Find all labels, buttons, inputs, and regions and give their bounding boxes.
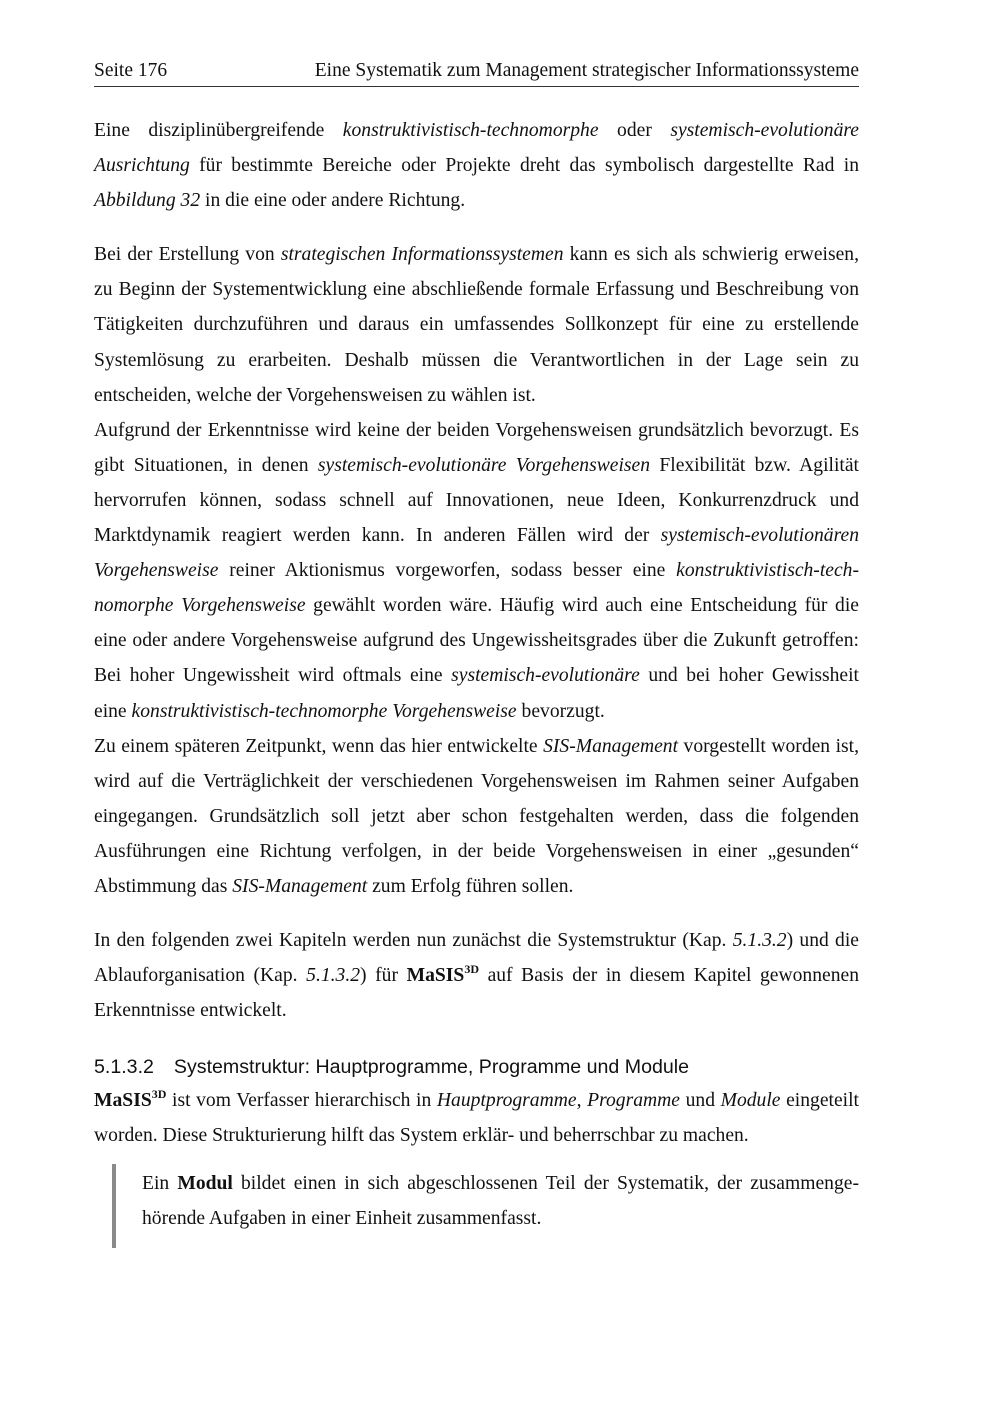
text-run: und (680, 1090, 721, 1112)
text-run: gewählt worden wäre. Häufig wird auch eine Entscheidung für die eine oder andere Vorgehensweise aufgrund des Ungewissheitsgrades über die Zukunft getroffen: Bei hoher Ungewissheit wird oftmals eine (94, 595, 859, 687)
emphasis: konstruktivistisch-technomorphe (342, 120, 599, 141)
paragraph-6 (94, 1083, 859, 1153)
chapter-reference: 5.1.3.2 (732, 930, 787, 952)
text-run: Flexibilität bzw. Agilität hervorrufen können, sodass schnell auf Innovationen, neue Ideen, Konkurrenzdruck und Marktdynamik reagiert werden kann. In anderen Fällen wird der (94, 454, 859, 547)
section-heading (94, 1051, 859, 1083)
emphasis: systemisch-evolutionäre Vorgehensweisen (317, 454, 651, 476)
chapter-reference: 5.1.3.2 (306, 965, 361, 987)
definition-text (142, 1166, 859, 1236)
text-run: bevorzugt. (516, 700, 605, 722)
text-run: vorgestellt worden ist, wird auf die Verträglichkeit der verschiedenen Vorgehensweisen im Rahmen seiner Aufgaben eingegangen. Grundsätzlich soll jetzt aber schon festgehalten werden, dass die folgenden Ausführungen eine Richtung verfolgen, in der beide Vorgehensweisen in einer „gesunden“ Abstimmung das (94, 735, 859, 897)
text-run: eingeteilt worden. Diese Strukturierung hilft das System erklär- und beherrschbar zu machen. (94, 1090, 859, 1147)
masis-term: MaSIS (94, 1090, 152, 1112)
text-run: , (576, 1090, 588, 1112)
text-run: bildet einen in sich abgeschlossenen Teil der Systematik, der zusammengehörende Aufgaben in einer Einheit zusammenfasst. (142, 1172, 860, 1229)
emphasis: SIS-Management (543, 735, 679, 757)
text-run: oder (598, 120, 671, 141)
section-number: 5.1.3.2 (94, 1056, 154, 1079)
page-header (94, 56, 859, 87)
text-run: Eine disziplinübergreifende (94, 120, 343, 141)
text-run: Ein (142, 1172, 178, 1194)
text-run: ) und die Ablauforganisation (Kap. (94, 930, 859, 987)
page-number: Seite 176 (94, 60, 168, 81)
emphasis: systemisch-evolutionäre (451, 665, 640, 687)
text-run: Bei der Erstellung von (94, 244, 281, 266)
text-run: ist vom Verfasser hierarchisch in (166, 1090, 437, 1112)
text-run: für bestimmte Bereiche oder Projekte dreht das symbolisch dargestellte Rad in (189, 155, 859, 177)
running-title: Eine Systematik zum Management strategischer Informationssysteme (314, 60, 859, 81)
emphasis: systemisch-evolutionäre Ausrichtung (94, 120, 859, 177)
text-run: kann es sich als schwierig erweisen, zu Beginn der Systementwicklung eine abschließende formale Erfassung und Beschreibung von Tätigkeiten durchzuführen und daraus ein umfassendes Sollkonzept für eine zu erstellende Systemlösung zu erarbeiten. Deshalb müssen die Verantwortlichen in der Lage sein zu entscheiden, welche der Vorgehensweisen zu wählen ist. (94, 244, 859, 406)
text-run: reiner Aktionismus vorgeworfen, sodass besser eine (218, 560, 677, 582)
definition-box (112, 1164, 859, 1248)
emphasis: Hauptprogramme (436, 1090, 577, 1112)
body-text (94, 113, 859, 1248)
emphasis: strategischen Informationssystemen (280, 244, 564, 266)
paragraph-5 (94, 923, 859, 1028)
text-run: ) für (360, 965, 407, 987)
emphasis: konstruktivistisch-technomorphe Vorgehensweise (94, 560, 859, 617)
text-run: in die eine oder andere Richtung. (200, 190, 466, 212)
masis-superscript: 3D (151, 1087, 167, 1102)
emphasis: SIS-Management (232, 875, 368, 897)
defined-term: Modul (177, 1172, 233, 1194)
text-run: auf Basis der in diesem Kapitel gewonnenen Erkenntnisse entwickelt. (94, 965, 860, 1022)
text-run: zum Erfolg führen sollen. (367, 875, 574, 897)
text-run: Aufgrund der Erkenntnisse wird keine der beiden Vorgehensweisen grundsätzlich bevorzugt. Es gibt Situationen, in denen (94, 419, 859, 476)
emphasis: Programme (587, 1090, 681, 1112)
section-title: Systemstruktur: Hauptprogramme, Programme und Module (173, 1056, 690, 1079)
emphasis: konstruktivistisch-technomorphe Vorgehensweise (131, 700, 517, 722)
paragraph-1 (94, 113, 859, 218)
paragraph-3 (94, 413, 859, 729)
paragraph-2 (94, 237, 859, 412)
figure-reference: Abbildung 32 (94, 190, 201, 212)
emphasis: systemisch-evolutionären Vorgehensweise (94, 525, 859, 582)
text-run: Zu einem späteren Zeitpunkt, wenn das hier entwickelte (94, 735, 544, 757)
text-run: In den folgenden zwei Kapiteln werden nun zunächst die Systemstruktur (Kap. (94, 930, 733, 952)
emphasis: Module (720, 1090, 781, 1112)
masis-term: MaSIS (406, 965, 465, 987)
paragraph-4 (94, 729, 859, 904)
text-run: und bei hoher Gewissheit eine (94, 665, 860, 722)
masis-superscript: 3D (464, 962, 479, 977)
